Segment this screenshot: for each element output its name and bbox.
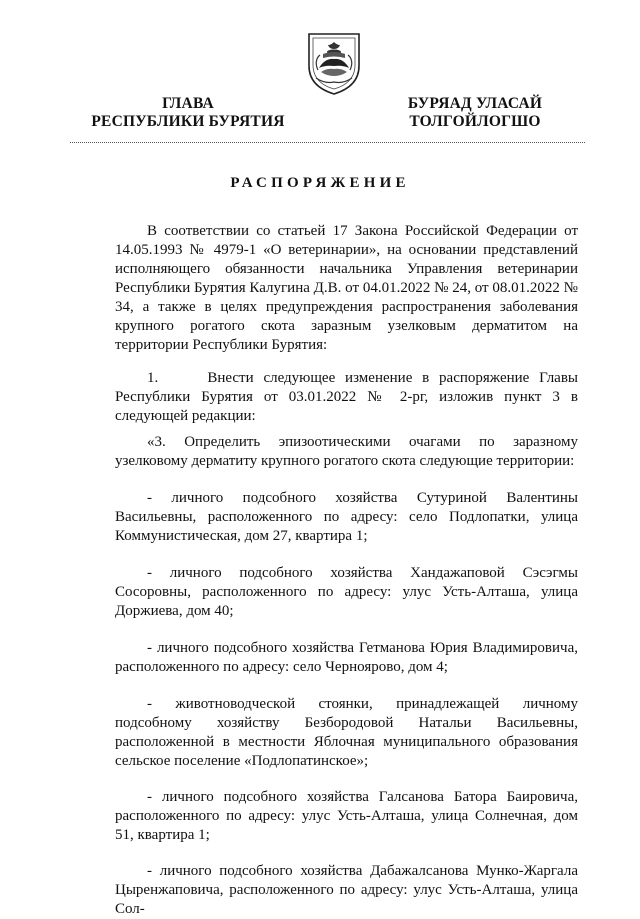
document-body bbox=[115, 222, 578, 919]
header-right bbox=[390, 95, 560, 131]
header-left-line2: РЕСПУБЛИКИ БУРЯТИЯ bbox=[91, 113, 285, 130]
coat-of-arms-icon bbox=[303, 28, 365, 96]
territory-item: - личного подсобного хозяйства Хандажаповой Сэсэгмы Сосоровны, расположенного по адресу: улус Усть-Алташа, улица Доржиева, дом 40; bbox=[115, 565, 578, 619]
territory-item: - личного подсобного хозяйства Галсанова Батора Баировича, расположенного по адресу: улус Усть-Алташа, улица Солнечная, дом 51, квартира 1; bbox=[115, 789, 578, 843]
territory-item: - личного подсобного хозяйства Сутуриной Валентины Васильевны, расположенного по адресу: село Подлопатки, улица Коммунистическая, дом 27, квартира 1; bbox=[115, 490, 578, 544]
preamble-paragraph: В соответствии со статьей 17 Закона Российской Федерации от 14.05.1993 № 4979-1 «О ветеринарии», на основании представлений исполняющего обязанности начальника Управления ветеринарии Республики Бурятия Калугина Д.В. от 04.01.2022 № 24, от 08.01.2022 № 34, а также в целях предупреждения распространения заболевания крупного рогатого скота заразным узелковым дерматитом на территории Республики Бурятия: bbox=[115, 223, 578, 353]
clause-3-intro-paragraph: «3. Определить эпизоотическими очагами по заразному узелковому дерматиту крупного рогатого скота следующие территории: bbox=[115, 434, 578, 469]
document-title: РАСПОРЯЖЕНИЕ bbox=[230, 175, 410, 191]
header-right-line2: ТОЛГОЙЛОГШО bbox=[409, 113, 541, 130]
territory-item: - животноводческой стоянки, принадлежащей личному подсобному хозяйству Безбородовой Натальи Васильевны, расположенной в местности Яблочная муниципального образования сельское поселение «Подлопатинское»; bbox=[115, 696, 578, 769]
territory-item: - личного подсобного хозяйства Гетманова Юрия Владимировича, расположенного по адресу: село Черноярово, дом 4; bbox=[115, 640, 578, 675]
clause-1-paragraph: 1. Внести следующее изменение в распоряжение Главы Республики Бурятия от 03.01.2022 № 2-рг, изложив пункт 3 в следующей редакции: bbox=[115, 370, 578, 424]
territory-item: - личного подсобного хозяйства Дабажалсанова Мунко-Жаргала Цыренжаповича, расположенного по адресу: улус Усть-Алташа, улица Сол- bbox=[115, 863, 578, 917]
header-left bbox=[88, 95, 288, 131]
header-left-line1: ГЛАВА bbox=[162, 95, 214, 112]
header-divider bbox=[70, 142, 585, 143]
header-right-line1: БУРЯАД УЛАСАЙ bbox=[407, 95, 543, 112]
